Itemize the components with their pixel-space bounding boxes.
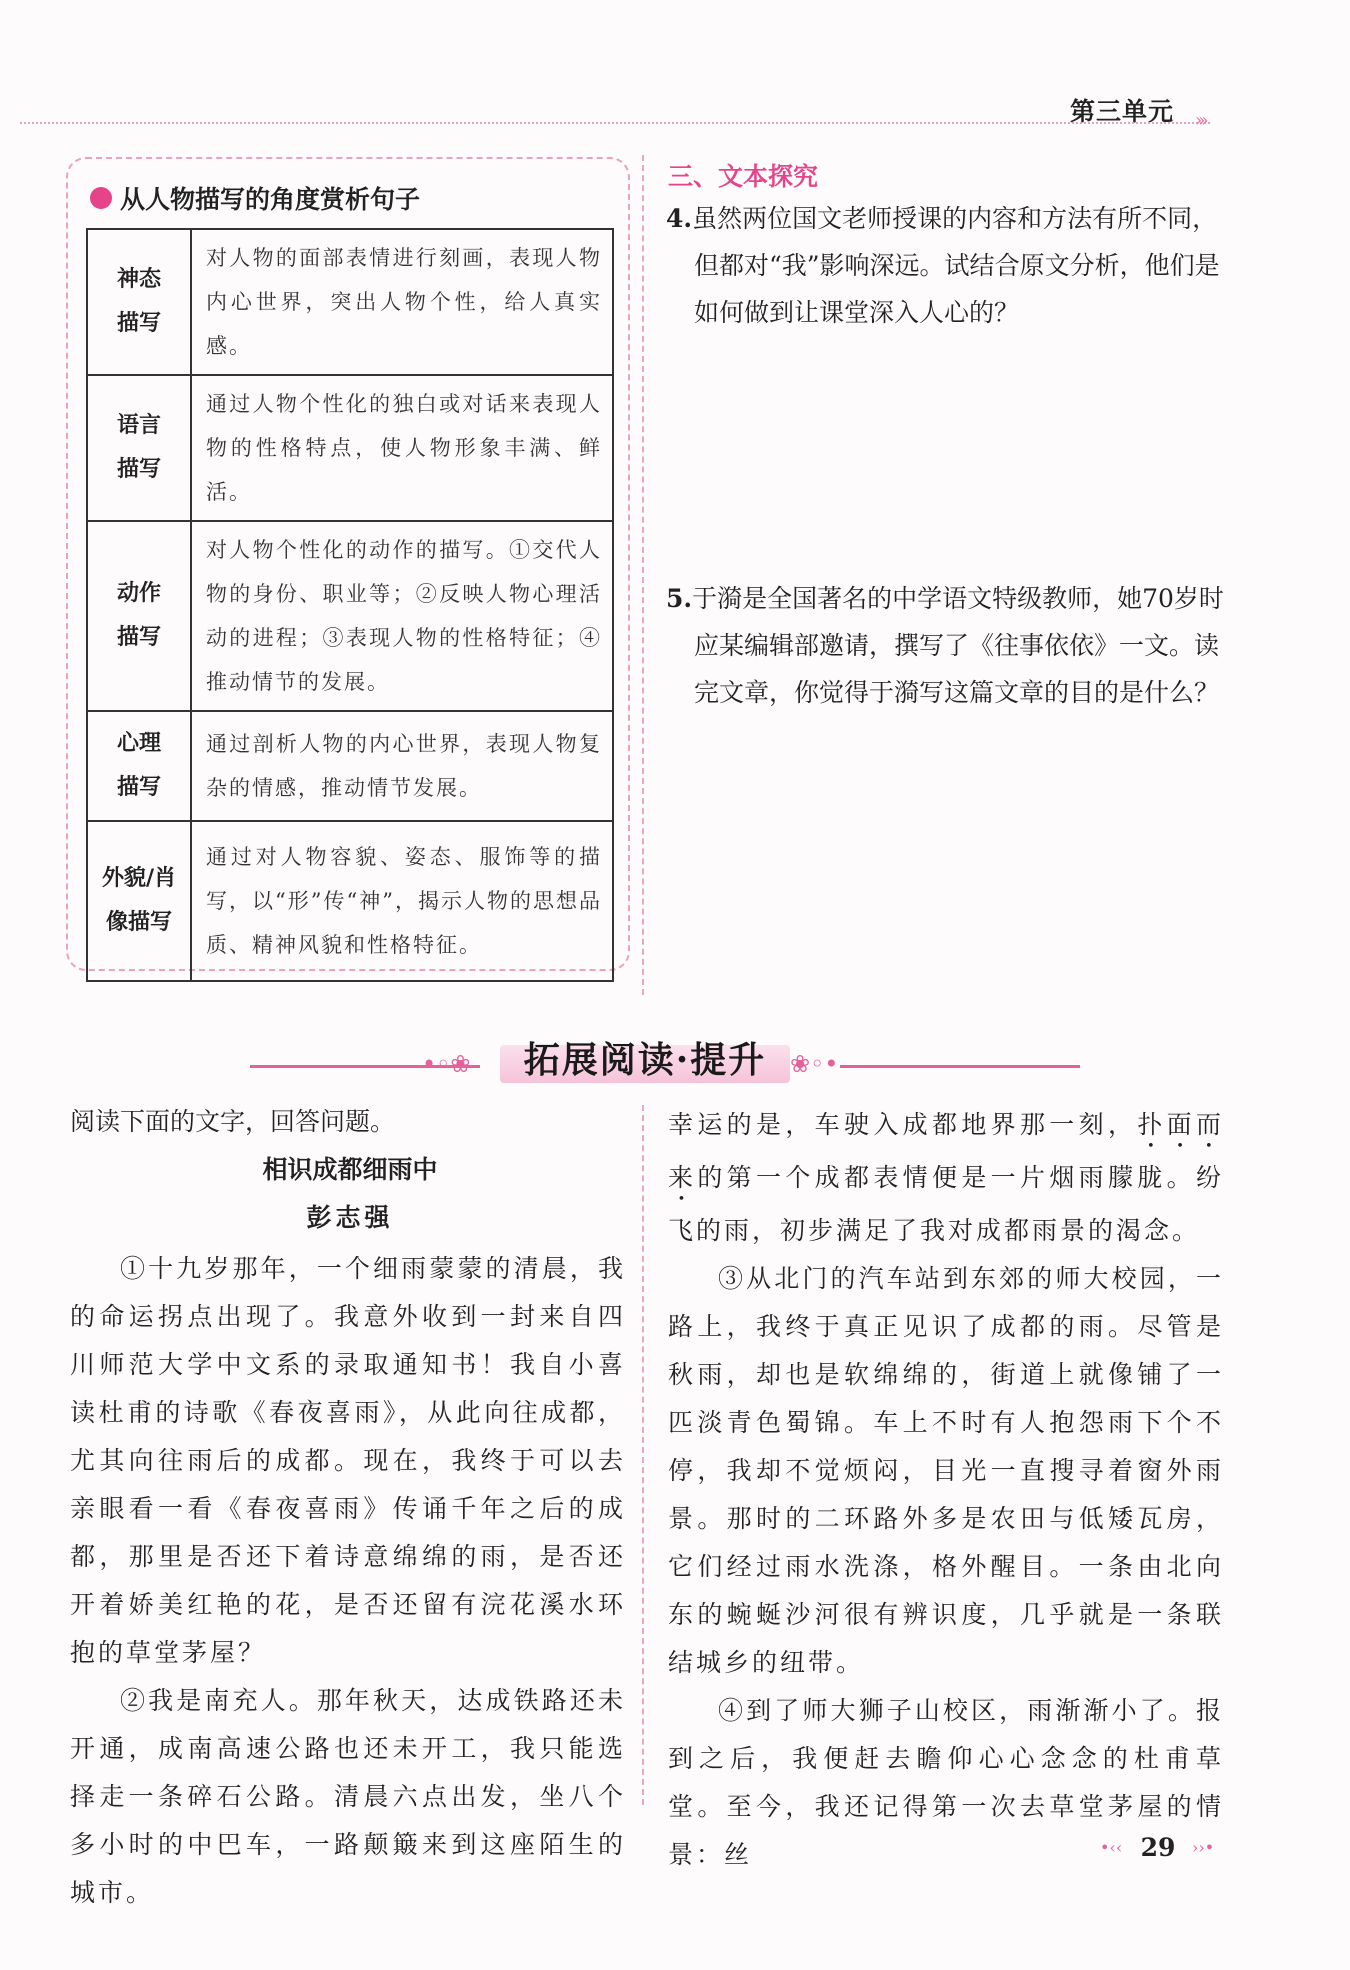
- banner-ornament-left-icon: •◦❀: [422, 1050, 471, 1078]
- description-table: [86, 228, 614, 982]
- page-number: 29: [1140, 1833, 1176, 1862]
- table-row: [87, 711, 613, 821]
- tips-heading: [90, 180, 420, 216]
- row-type: 语言 描写: [87, 375, 191, 521]
- question-number: 5.: [666, 584, 693, 613]
- row-text: 通过人物个性化的独白或对话来表现人物的性格特点，使人物形象丰满、鲜活。: [191, 375, 613, 521]
- question-4: [666, 195, 1226, 336]
- emphasized-phrase: 扑面而来: [668, 1110, 1224, 1192]
- paragraph-4: ④到了师大狮子山校区，雨渐渐小了。报到之后，我便赶去瞻仰心心念念的杜甫草堂。至今，我还记得第一次去草堂茅屋的情景：丝: [668, 1696, 1224, 1869]
- header-arrows-icon: ›››: [1195, 110, 1205, 131]
- row-type: 心理 描写: [87, 711, 191, 821]
- table-row: [87, 375, 613, 521]
- page-ornament-right-icon: ››•: [1192, 1838, 1215, 1857]
- banner-line-right: [840, 1065, 1080, 1068]
- header-divider: [20, 122, 1210, 124]
- table-row: [87, 521, 613, 711]
- article-left-column: [70, 1245, 626, 1917]
- page-ornament-left-icon: •‹‹: [1100, 1838, 1123, 1857]
- banner-title: 拓展阅读·提升: [523, 1039, 767, 1081]
- article-title: 相识成都细雨中: [262, 1155, 438, 1184]
- bullet-dot-icon: [90, 187, 112, 209]
- row-text: 通过对人物容貌、姿态、服饰等的描写，以“形”传“神”，揭示人物的思想品质、精神风貌和性格特征。: [191, 821, 613, 981]
- banner-ornament-right-icon: ❀◦•: [790, 1050, 839, 1078]
- row-type: 外貌/肖 像描写: [87, 821, 191, 981]
- paragraph-1: ①十九岁那年，一个细雨蒙蒙的清晨，我的命运拐点出现了。我意外收到一封来自四川师范大学中文系的录取通知书！我自小喜读杜甫的诗歌《春夜喜雨》，从此向往成都，尤其向往雨后的成都。现在，我终于可以去亲眼看一看《春夜喜雨》传诵千年之后的成都，那里是否还下着诗意绵绵的雨，是否还开着娇美红艳的花，是否还留有浣花溪水环抱的草堂茅屋？: [70, 1254, 626, 1667]
- row-text: 对人物个性化的动作的描写。①交代人物的身份、职业等；②反映人物心理活动的进程；③表现人物的性格特征；④推动情节的发展。: [191, 521, 613, 711]
- question-number: 4.: [666, 204, 693, 233]
- table-row: [87, 229, 613, 375]
- question-text: 于漪是全国著名的中学语文特级教师，她70岁时应某编辑部邀请，撰写了《往事依依》一文。读完文章，你觉得于漪写这篇文章的目的是什么？: [692, 584, 1224, 707]
- unit-title: 第三单元: [1070, 97, 1175, 126]
- article-column-divider: [642, 1105, 644, 1805]
- row-text: 对人物的面部表情进行刻画，表现人物内心世界，突出人物个性，给人真实感。: [191, 229, 613, 375]
- paragraph-3: ③从北门的汽车站到东郊的师大校园，一路上，我终于真正见识了成都的雨。尽管是秋雨，却也是软绵绵的，街道上就像铺了一匹淡青色蜀锦。车上不时有人抱怨雨下个不停，我却不觉烦闷，目光一直搜寻着窗外雨景。那时的二环路外多是农田与低矮瓦房，它们经过雨水洗涤，格外醒目。一条由北向东的蜿蜒沙河很有辨识度，几乎就是一条联结城乡的纽带。: [668, 1264, 1224, 1677]
- tips-heading-text: 从人物描写的角度赏析句子: [120, 185, 421, 214]
- column-divider: [642, 155, 644, 995]
- row-type: 动作 描写: [87, 521, 191, 711]
- paragraph-2-continued: 幸运的是，车驶入成都地界那一刻，扑面而来的第一个成都表情便是一片烟雨朦胧。纷飞的雨，初步满足了我对成都雨景的渴念。: [668, 1110, 1224, 1245]
- row-type: 神态 描写: [87, 229, 191, 375]
- section-title: 三、文本探究: [668, 162, 819, 191]
- article-author: 彭志强: [306, 1203, 394, 1232]
- question-5: [666, 575, 1226, 716]
- article-right-column: [668, 1101, 1224, 1879]
- row-text: 通过剖析人物的内心世界，表现人物复杂的情感，推动情节发展。: [191, 711, 613, 821]
- question-text: 虽然两位国文老师授课的内容和方法有所不同，但都对“我”影响深远。试结合原文分析，他们是如何做到让课堂深入人心的？: [692, 204, 1220, 327]
- reading-instruction: 阅读下面的文字，回答问题。: [70, 1107, 396, 1136]
- table-row: [87, 821, 613, 981]
- paragraph-2: ②我是南充人。那年秋天，达成铁路还未开通，成南高速公路也还未开工，我只能选择走一条碎石公路。清晨六点出发，坐八个多小时的中巴车，一路颠簸来到这座陌生的城市。: [70, 1686, 626, 1907]
